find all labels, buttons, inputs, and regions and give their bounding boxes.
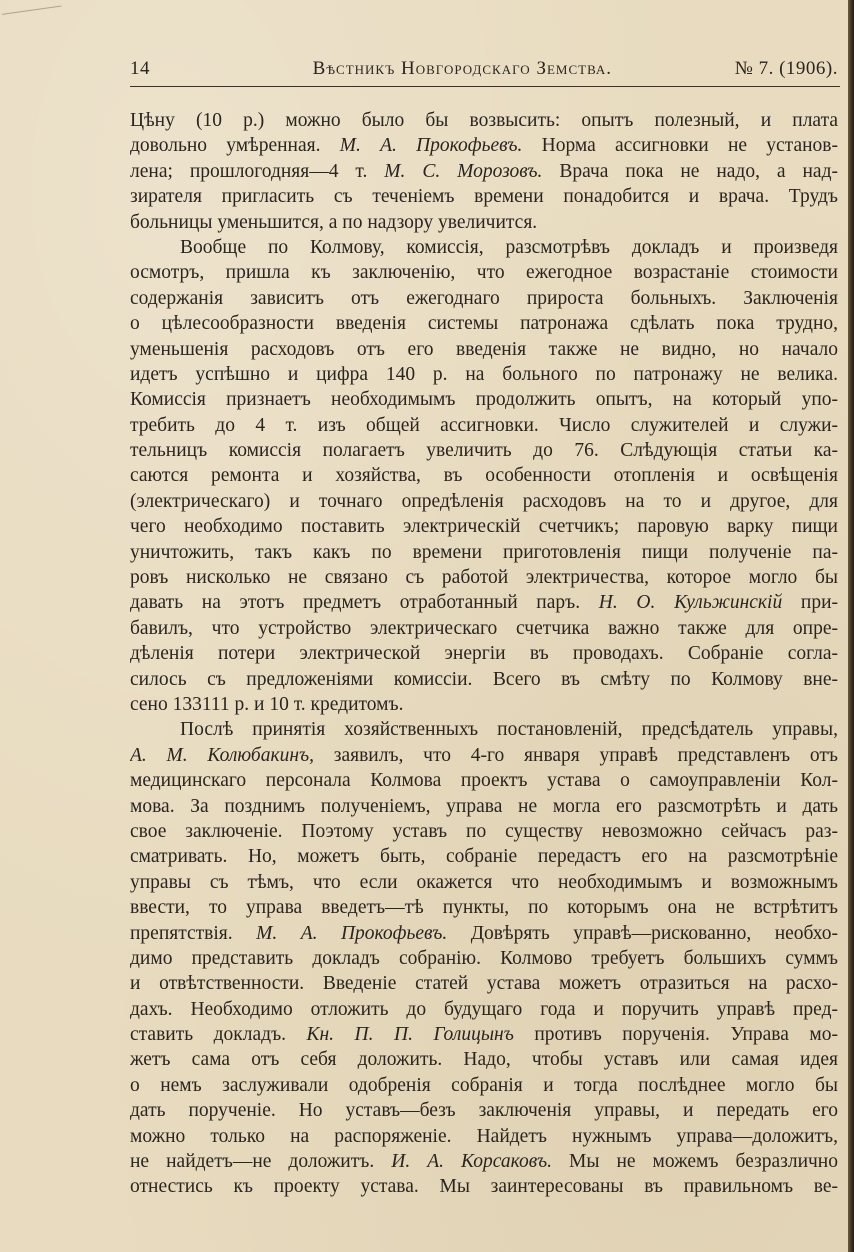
text-line	[130, 717, 838, 742]
text-run: идетъ успѣшно и цифра 140 р. на больного по патронажу не велика.	[130, 363, 838, 385]
page-number: 14	[130, 58, 150, 79]
text-run: и отвѣтственности. Введеніе статей устава можетъ отразиться на расхо-	[130, 973, 838, 995]
text-run: больницы уменьшится, а по надзору увеличится.	[130, 211, 538, 233]
corner-pencil-mark	[0, 0, 62, 15]
text-line	[130, 1149, 838, 1174]
text-run: жетъ сама отъ себя доложить. Надо, чтобы уставъ или самая идея	[130, 1049, 838, 1071]
text-line	[130, 1174, 838, 1199]
journal-title: Вѣстникъ Новгородскаго Земства.	[312, 58, 613, 79]
text-line	[130, 260, 838, 285]
text-run: дахъ. Необходимо отложить до будущаго года и поручить управѣ пред-	[130, 998, 838, 1020]
text-line	[130, 337, 838, 362]
text-run: заявилъ, что 4-го января управѣ представленъ отъ	[314, 744, 838, 766]
text-run: ровъ нисколько не связано съ работой электричества, которое могло бы	[130, 567, 838, 589]
speaker-name: Н. О. Кульжинскій	[598, 592, 783, 614]
text-line	[130, 159, 838, 184]
text-run: Цѣну (10 р.) можно было бы возвысить: опытъ полезный, и плата	[130, 110, 838, 131]
text-run: содержанія зависитъ отъ ежегоднаго прироста больныхъ. Заключенія	[130, 287, 838, 309]
text-line	[130, 413, 838, 438]
text-line	[130, 895, 838, 920]
speaker-name: М. А. Прокофьевъ.	[256, 922, 448, 944]
text-run: уменьшенія расходовъ отъ его введенія также не видно, но начало	[130, 338, 838, 360]
text-run: сматривать. Но, можетъ быть, собраніе передастъ его на разсмотрѣніе	[130, 846, 838, 868]
text-line	[130, 1047, 838, 1072]
text-line	[130, 514, 838, 539]
speaker-name: М. А. Прокофьевъ.	[339, 135, 523, 157]
text-run: Довѣрять управѣ—рискованно, необхо-	[447, 922, 838, 944]
text-line	[130, 794, 838, 819]
text-line	[130, 1098, 838, 1123]
text-run: медицинскаго персонала Колмова проектъ устава о самоуправленіи Кол-	[130, 770, 838, 792]
page-edge-shadow	[848, 0, 854, 1252]
text-run: уничтожить, такъ какъ по времени приготовленія пищи полученіе па-	[130, 541, 838, 563]
text-run: Врача пока не надо, а над-	[542, 160, 838, 182]
speaker-name: А. М. Колюбакинъ,	[130, 744, 314, 766]
text-line	[130, 489, 838, 514]
text-line	[130, 133, 838, 158]
text-run: силось съ предложеніями комиссіи. Всего въ смѣту по Колмову вне-	[130, 668, 838, 690]
text-line	[130, 1124, 838, 1149]
text-run: (электрическаго) и точнаго опредѣленія расходовъ на то и другое, для	[130, 490, 838, 512]
article-body	[130, 108, 838, 1200]
text-line	[130, 768, 838, 793]
text-line	[130, 921, 838, 946]
text-line	[130, 1073, 838, 1098]
text-run: о немъ заслуживали одобренія собранія и тогда послѣднее могло бы	[130, 1074, 838, 1096]
text-line	[130, 590, 838, 615]
text-line	[130, 870, 838, 895]
text-run: тельницъ комиссія полагаетъ увеличить до 76. Слѣдующія статьи ка-	[130, 440, 838, 462]
speaker-name: И. А. Корсаковъ.	[391, 1151, 552, 1173]
text-run: довольно умѣренная.	[130, 135, 340, 157]
text-run: при-	[782, 592, 838, 614]
text-line	[130, 108, 838, 133]
text-line	[130, 667, 838, 692]
text-line	[130, 210, 838, 235]
text-line	[130, 692, 838, 717]
issue-number: № 7. (1906).	[734, 58, 838, 79]
header-rule	[130, 86, 840, 87]
text-run: свое заключеніе. Поэтому уставъ по существу невозможно сейчасъ раз-	[130, 820, 838, 842]
speaker-name: Кн. П. П. Голицынъ	[306, 1024, 514, 1046]
text-line	[130, 743, 838, 768]
text-run: ввести, то управа введетъ—тѣ пункты, по которымъ она не встрѣтитъ	[130, 897, 838, 919]
text-run: ставить докладъ.	[130, 1024, 307, 1046]
text-run: препятствія.	[130, 922, 257, 944]
text-run: дѣленія потери электрической энергіи въ проводахъ. Собраніе согла-	[130, 643, 838, 665]
text-run: о цѣлесообразности введенія системы патронажа сдѣлать пока трудно,	[130, 313, 838, 335]
text-run: дать порученіе. Но уставъ—безъ заключенія управы, и передать его	[130, 1100, 838, 1122]
text-line	[130, 540, 838, 565]
text-run: бавилъ, что устройство электрическаго счетчика важно также для опре-	[130, 617, 838, 639]
running-header	[130, 58, 838, 86]
text-line	[130, 565, 838, 590]
text-run: Комиссія признаетъ необходимымъ продолжить опытъ, на который упо-	[130, 389, 838, 411]
text-run: не найдетъ—не доложитъ.	[130, 1151, 392, 1173]
text-run: требить до 4 т. изъ общей ассигновки. Число служителей и служи-	[130, 414, 838, 436]
text-run: мова. За позднимъ полученіемъ, управа не могла его разсмотрѣть и дать	[130, 795, 838, 817]
text-line	[130, 971, 838, 996]
text-run: лена; прошлогодняя—4 т.	[130, 160, 385, 182]
text-run: димо представить докладъ собранію. Колмово требуетъ большихъ суммъ	[130, 947, 838, 969]
text-run: Послѣ принятія хозяйственныхъ постановленій, предсѣдатель управы,	[180, 719, 838, 741]
text-line	[130, 997, 838, 1022]
text-run: зирателя пригласить съ теченіемъ времени понадобится и врача. Трудъ	[130, 186, 838, 208]
text-run: противъ порученія. Управа мо-	[513, 1024, 838, 1046]
text-line	[130, 819, 838, 844]
text-run: сено 133111 р. и 10 т. кредитомъ.	[130, 693, 404, 715]
text-run: можно только на распоряженіе. Найдетъ нужнымъ управа—доложитъ,	[130, 1125, 838, 1147]
text-run: Норма ассигновки не установ-	[522, 135, 838, 157]
text-run: осмотръ, пришла къ заключенію, что ежегодное возрастаніе стоимости	[130, 262, 838, 284]
text-run: саются ремонта и хозяйства, въ особенности отопленія и освѣщенія	[130, 465, 838, 487]
text-line	[130, 641, 838, 666]
text-run: отнестись къ проекту устава. Мы заинтересованы въ правильномъ ве-	[130, 1176, 838, 1198]
text-line	[130, 184, 838, 209]
text-line	[130, 1022, 838, 1047]
text-line	[130, 463, 838, 488]
text-line	[130, 362, 838, 387]
text-run: Мы не можемъ безразлично	[551, 1151, 838, 1173]
text-line	[130, 438, 838, 463]
text-line	[130, 844, 838, 869]
text-run: управы съ тѣмъ, что если окажется что необходимымъ и возможнымъ	[130, 871, 838, 893]
text-line	[130, 235, 838, 260]
text-run: Вообще по Колмову, комиссія, разсмотрѣвъ докладъ и произведя	[180, 236, 838, 258]
speaker-name: М. С. Морозовъ.	[384, 160, 543, 182]
text-line	[130, 387, 838, 412]
text-run: давать на этотъ предметъ отработанный паръ.	[130, 592, 599, 614]
text-line	[130, 946, 838, 971]
text-line	[130, 616, 838, 641]
text-line	[130, 311, 838, 336]
text-line	[130, 286, 838, 311]
text-run: чего необходимо поставить электрическій счетчикъ; паровую варку пищи	[130, 516, 838, 538]
